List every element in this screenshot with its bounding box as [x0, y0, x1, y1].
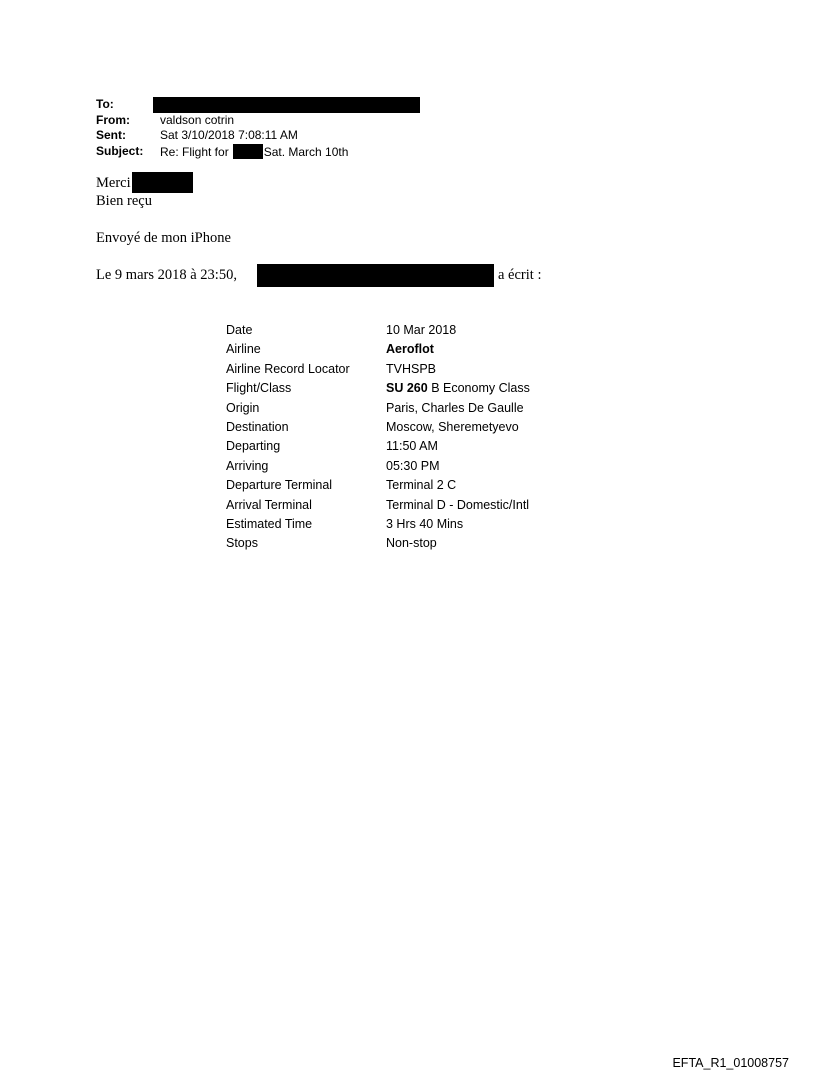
- from-label: From:: [96, 113, 130, 127]
- to-label: To:: [96, 97, 114, 111]
- flight-number: SU 260: [386, 381, 428, 396]
- destination-value: Moscow, Sheremetyevo: [386, 420, 519, 435]
- airline-label: Airline: [226, 342, 261, 357]
- document-id: EFTA_R1_01008757: [672, 1056, 789, 1070]
- departure-terminal-value: Terminal 2 C: [386, 478, 457, 493]
- stops-label: Stops: [226, 536, 258, 551]
- locator-label: Airline Record Locator: [226, 361, 350, 376]
- quote-suffix: a écrit :: [498, 267, 542, 283]
- estimated-time-label: Estimated Time: [226, 517, 313, 532]
- subject-label: Subject:: [96, 144, 144, 158]
- redaction-merci: [132, 172, 193, 193]
- flight-class-value: [386, 379, 530, 398]
- table-row: [226, 437, 530, 456]
- table-row: [226, 340, 530, 359]
- redaction-to: [153, 97, 420, 113]
- redaction-sender: [257, 264, 494, 287]
- table-row: [226, 379, 530, 398]
- sent-label: Sent:: [96, 128, 126, 142]
- body-merci: Merci: [96, 175, 131, 191]
- arrival-terminal-value: Terminal D - Domestic/Intl: [386, 497, 530, 512]
- sent-value: Sat 3/10/2018 7:08:11 AM: [160, 128, 298, 142]
- date-value: 10 Mar 2018: [386, 323, 457, 337]
- flight-details-table: [226, 321, 530, 554]
- date-label: Date: [226, 323, 253, 337]
- arrival-terminal-label: Arrival Terminal: [226, 497, 312, 512]
- subject-value: [160, 144, 348, 159]
- table-row: [226, 515, 530, 534]
- table-row: [226, 457, 530, 476]
- table-row: [226, 360, 530, 379]
- subject-suffix: Sat. March 10th: [263, 145, 349, 159]
- table-row: [226, 496, 530, 515]
- destination-label: Destination: [226, 420, 289, 435]
- table-row: [226, 534, 530, 553]
- departing-value: 11:50 AM: [386, 439, 438, 454]
- origin-value: Paris, Charles De Gaulle: [386, 400, 524, 415]
- arriving-value: 05:30 PM: [386, 458, 440, 473]
- departing-label: Departing: [226, 439, 281, 454]
- class-value: B Economy Class: [431, 381, 530, 396]
- quote-prefix: Le 9 mars 2018 à 23:50,: [96, 267, 237, 283]
- flight-class-label: Flight/Class: [226, 381, 292, 396]
- table-row: [226, 476, 530, 495]
- table-row: [226, 418, 530, 437]
- locator-value: TVHSPB: [386, 361, 437, 376]
- body-envoye: Envoyé de mon iPhone: [96, 230, 231, 246]
- airline-value: Aeroflot: [386, 342, 434, 357]
- departure-terminal-label: Departure Terminal: [226, 478, 333, 493]
- arriving-label: Arriving: [226, 458, 269, 473]
- stops-value: Non-stop: [386, 536, 437, 551]
- body-bien-recu: Bien reçu: [96, 193, 152, 209]
- table-row: [226, 321, 530, 340]
- from-value: valdson cotrin: [160, 113, 235, 127]
- estimated-time-value: 3 Hrs 40 Mins: [386, 517, 464, 532]
- redaction-subject: [233, 144, 263, 159]
- origin-label: Origin: [226, 400, 260, 415]
- subject-prefix: Re: Flight for: [160, 145, 229, 159]
- table-row: [226, 399, 530, 418]
